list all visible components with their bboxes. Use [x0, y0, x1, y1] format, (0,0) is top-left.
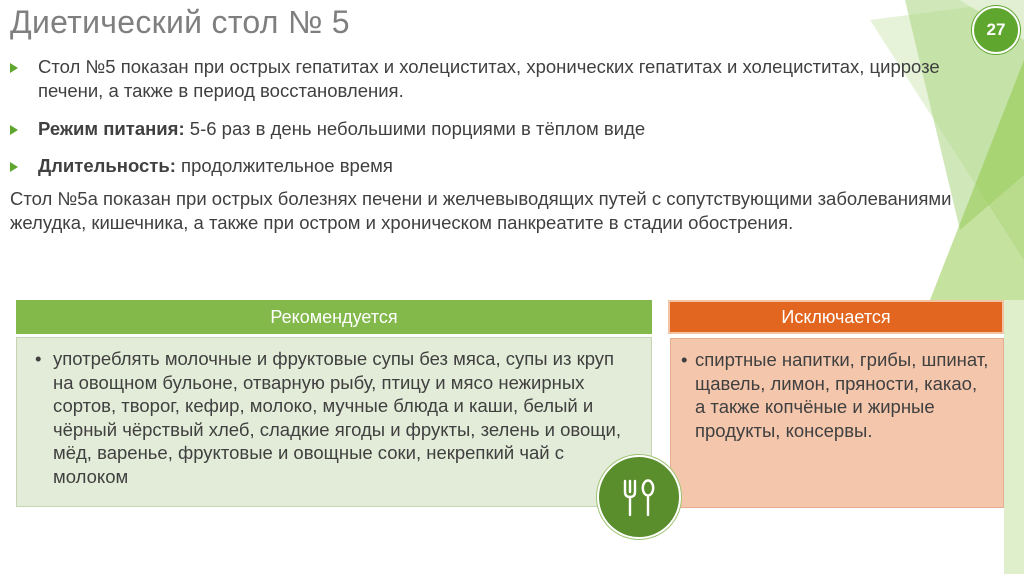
- fork-spoon-icon: [617, 475, 661, 519]
- recommended-text: употреблять молочные и фруктовые супы без мяса, супы из круп на овощном бульоне, отварную рыбу, птицу и мясо нежирных сортов, творог, кефир, молоко, мучные блюда и каши, белый и чёрный чёрствый хлеб, сладкие ягоды и фрукты, зелень и овощи, мёд, варенье, фруктовые и овощные соки, некрепкий чай с молоком: [53, 348, 621, 487]
- bullet-text: 5-6 раз в день небольшими порциями в тёплом виде: [184, 118, 646, 139]
- excluded-panel: [670, 338, 1004, 508]
- page-number-badge: [972, 6, 1020, 54]
- recommended-list: [31, 347, 637, 488]
- bullet-label: Режим питания:: [38, 118, 185, 139]
- diet-5a-paragraph: Стол №5а показан при острых болезнях печени и желчевыводящих путей с сопутствующими заболеваниями желудка, кишечника, а также при остром и хроническом панкреатите в стадии обострения.: [10, 188, 952, 233]
- fork-spoon-badge: [597, 455, 681, 539]
- deco-stripe-bottom: [1004, 300, 1024, 574]
- bullet-dot: •: [681, 349, 688, 370]
- triangle-bullet-icon: [10, 162, 18, 172]
- slide-title: Диетический стол № 5: [10, 4, 350, 40]
- recommended-header: Рекомендуется: [16, 300, 652, 334]
- recommended-panel: [16, 337, 652, 507]
- list-item: [31, 347, 637, 488]
- triangle-bullet-icon: [10, 63, 18, 73]
- triangle-bullet-icon: [10, 125, 18, 135]
- page-number: 27: [986, 20, 1006, 39]
- bullet-text: продолжительное время: [175, 155, 393, 176]
- bullet-item: [10, 117, 970, 141]
- excluded-list: [681, 348, 991, 442]
- bullet-label: Длительность:: [38, 155, 176, 176]
- bullet-list: [10, 55, 970, 178]
- bullet-item: [10, 154, 970, 178]
- excluded-header: Исключается: [668, 300, 1004, 334]
- bullet-text: Стол №5 показан при острых гепатитах и холециститах, хронических гепатитах и холециститах, циррозе печени, а также в период восстановления.: [38, 56, 940, 101]
- bullet-item: [10, 55, 970, 103]
- excluded-text: спиртные напитки, грибы, шпинат, щавель, лимон, пряности, какао, а также копчёные и жирные продукты, консервы.: [695, 349, 989, 441]
- list-item: [681, 348, 991, 442]
- bullet-dot: •: [35, 348, 42, 369]
